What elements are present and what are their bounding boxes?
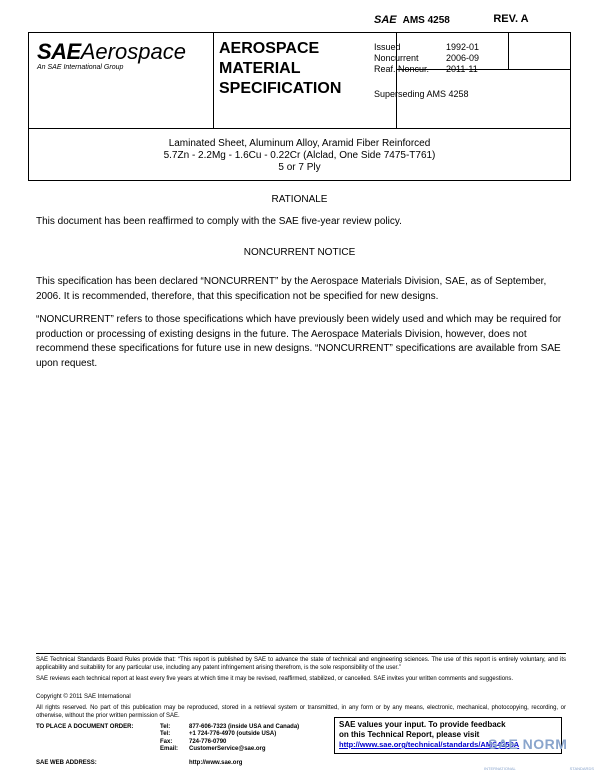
contact-phone-us: 877-606-7323 (inside USA and Canada): [189, 724, 300, 730]
date-row-noncurrent: Noncurrent 2006-09: [374, 53, 480, 63]
order-label: TO PLACE A DOCUMENT ORDER:: [36, 724, 134, 730]
subject-line-3: 5 or 7 Ply: [278, 162, 321, 173]
web-address-label: SAE WEB ADDRESS:: [36, 760, 97, 766]
date-row-issued: Issued 1992-01: [374, 42, 480, 52]
order-contact-block: TO PLACE A DOCUMENT ORDER: Tel: 877-606-7323 (inside USA and Canada) Tel: +1 724-776-4970 (outside USA) Fax: 724-776-0790 Email: CustomerService@sae.org: [36, 724, 300, 753]
subject-line-2: 5.7Zn - 2.2Mg - 1.6Cu - 0.22Cr (Alclad, One Side 7475-T761): [163, 150, 436, 161]
contact-fax: 724-776-0790: [189, 738, 227, 745]
sae-small-logo: SAE: [374, 14, 397, 26]
noncurrent-heading: NONCURRENT NOTICE: [243, 247, 356, 258]
footer-rights-text: All rights reserved. No part of this publication may be reproduced, stored in a retrieval system or transmitted, in any form or by any means, electronic, mechanical, photocopying, recording, or otherwise, without the prior written permission of SAE.: [36, 705, 566, 719]
document-type-title: AEROSPACE MATERIAL SPECIFICATION: [219, 40, 342, 97]
subject-box: [28, 128, 571, 181]
date-row-reaffirmed: Reaf. Noncur. 2011-11: [374, 64, 478, 74]
header-box: [28, 32, 571, 129]
superseding-note: Superseding AMS 4258: [374, 89, 469, 99]
spec-number: AMS 4258: [402, 14, 450, 26]
feedback-line-2: on this Technical Report, please visit: [339, 730, 480, 739]
footer-divider: [36, 653, 566, 654]
sae-aerospace-logo: [37, 41, 186, 71]
web-address-row: [36, 760, 242, 766]
date-table: [374, 42, 479, 75]
feedback-line-1: SAE values your input. To provide feedback: [339, 720, 506, 729]
contact-phone-intl: +1 724-776-4970 (outside USA): [189, 731, 277, 738]
web-address-link[interactable]: http://www.sae.org: [189, 760, 243, 766]
watermark-subtitle: INTERNATIONAL STANDARDS: [484, 766, 594, 771]
rationale-heading: RATIONALE: [271, 194, 328, 205]
footer-copyright: Copyright © 2011 SAE International: [36, 694, 131, 700]
subject-line-1: Laminated Sheet, Aluminum Alloy, Aramid Fiber Reinforced: [168, 138, 431, 149]
noncurrent-paragraph-1: This specification has been declared “NONCURRENT” by the Aerospace Materials Division, SAE, as of September, 2006. It is recommended, therefore, that this specification not be specified for new designs.: [36, 276, 547, 302]
revision-label: REV. A: [493, 13, 529, 25]
footer-review-text: SAE reviews each technical report at least every five years at which time it may be revised, reaffirmed, stabilized, or cancelled. SAE invites your written comments and suggestions.: [36, 676, 514, 682]
logo-sae-text: SAE: [37, 39, 81, 64]
noncurrent-paragraph-2: “NONCURRENT” refers to those specifications which have previously been widely used and which may be required for production or processing of existing designs in the future. The Aerospace Materials Division, however, does not recommend these specifications for future use in new designs. “NONCURRENT” specifications are available from SAE upon request.: [36, 314, 562, 369]
logo-tagline: An SAE International Group: [37, 64, 124, 71]
logo-aerospace-text: Aerospace: [80, 39, 186, 64]
feedback-link[interactable]: http://www.sae.org/technical/standards/AMS4258A: [339, 740, 520, 749]
contact-email[interactable]: CustomerService@sae.org: [189, 746, 266, 753]
spec-number-cell: [374, 14, 450, 26]
sae-norm-watermark: SAE NORM: [488, 736, 568, 752]
rationale-text: This document has been reaffirmed to comply with the SAE five-year review policy.: [36, 216, 402, 227]
footer-rules-text: SAE Technical Standards Board Rules provide that: “This report is published by SAE to advance the state of technical and engineering sciences. The use of this report is entirely voluntary, and its applicability and suitability for any particular use, including any patent infringement arising therefrom, is the sole responsibility of the user.”: [36, 657, 566, 671]
